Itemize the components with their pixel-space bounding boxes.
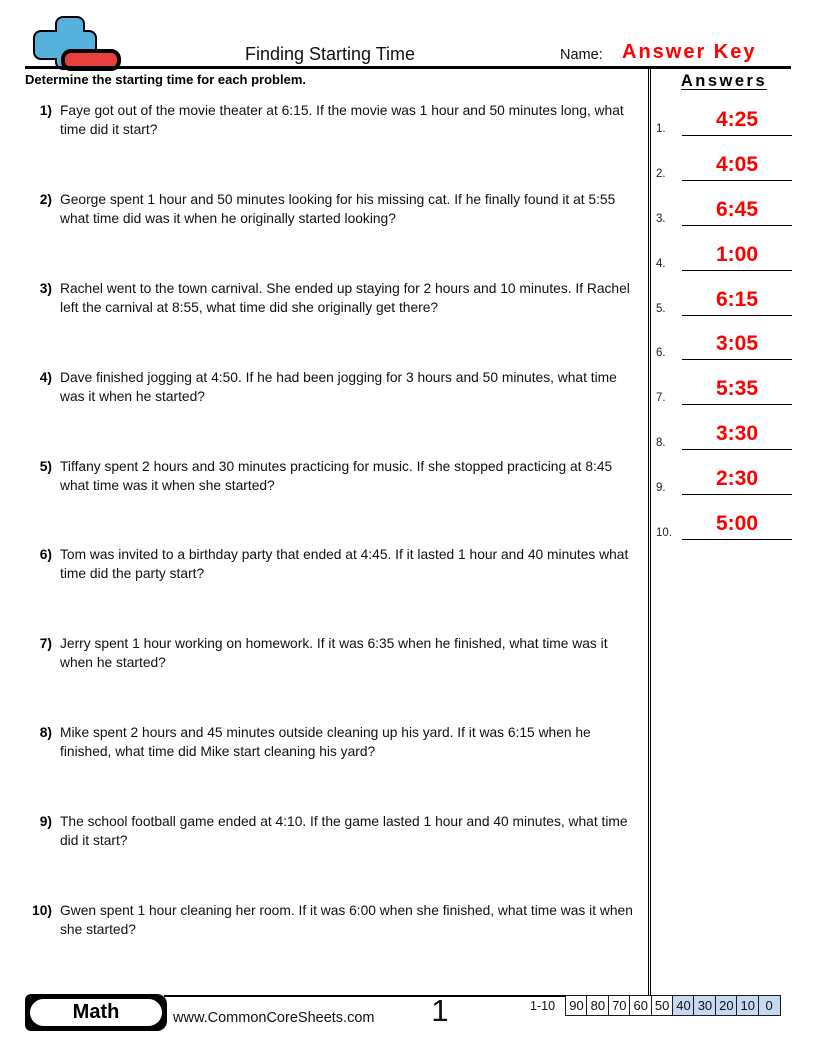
score-cell-40: 40 [672,995,695,1016]
answer-row-10 [656,512,792,540]
problem-text: Faye got out of the movie theater at 6:15. If the movie was 1 hour and 50 minutes long, what time did it start? [60,103,624,137]
problem-10 [22,901,642,939]
answer-row-4 [656,243,792,271]
answer-number: 8. [656,437,666,449]
answer-number: 5. [656,303,666,315]
score-table [565,995,781,1016]
instruction-text: Determine the starting time for each problem. [25,72,307,87]
answer-row-6 [656,332,792,360]
problem-9 [22,812,642,850]
answer-number: 10. [656,527,672,539]
answer-value: 6:15 [682,288,792,316]
problem-text: Rachel went to the town carnival. She ended up staying for 2 hours and 10 minutes. If Rachel left the carnival at 8:55, what time did she originally get there? [60,281,630,315]
answer-value: 5:35 [682,377,792,405]
problem-number: 1) [39,103,52,118]
score-cell-20: 20 [715,995,738,1016]
answer-value: 2:30 [682,467,792,495]
problem-text: Dave finished jogging at 4:50. If he had been jogging for 3 hours and 50 minutes, what time was it when he started? [60,370,617,404]
answers-heading: Answers [680,72,768,90]
problem-number: 6) [39,547,52,562]
score-range-label: 1-10 [530,999,556,1013]
problem-5 [22,457,642,495]
score-cell-50: 50 [651,995,674,1016]
answer-value: 4:05 [682,153,792,181]
answer-number: 7. [656,392,666,404]
header-divider [25,66,791,69]
problem-number: 7) [39,636,52,651]
answer-value: 1:00 [682,243,792,271]
problem-6 [22,545,642,583]
page-title: Finding Starting Time [244,44,416,64]
answer-value: 5:00 [682,512,792,540]
answer-row-8 [656,422,792,450]
score-cell-90: 90 [565,995,588,1016]
answer-number: 9. [656,482,666,494]
page-number: 1 [431,993,449,1028]
problem-text: George spent 1 hour and 50 minutes looking for his missing cat. If he finally found it at 5:55 what time did was it when he originally started looking? [60,192,616,226]
subject-badge [25,994,167,1031]
problem-number: 4) [39,370,52,385]
problem-number: 2) [39,192,52,207]
answer-value: 6:45 [682,198,792,226]
answer-value: 4:25 [682,108,792,136]
answer-row-2 [656,153,792,181]
answers-column-divider [648,69,651,996]
answer-number: 4. [656,258,666,270]
problem-text: Jerry spent 1 hour working on homework. If it was 6:35 when he finished, what time was it when he started? [60,636,608,670]
problem-1 [22,101,642,139]
website-url: www.CommonCoreSheets.com [173,1010,375,1026]
answer-number: 2. [656,168,666,180]
problem-text: Tiffany spent 2 hours and 30 minutes practicing for music. If she stopped practicing at 8:45 what time was it when she started? [60,459,613,493]
problem-7 [22,634,642,672]
answer-row-1 [656,108,792,136]
answer-number: 6. [656,347,666,359]
answer-number: 3. [656,213,666,225]
problem-number: 10) [32,903,52,918]
problem-number: 5) [39,459,52,474]
name-value-answer-key: Answer Key [622,41,757,63]
answer-number: 1. [656,123,666,135]
name-label: Name: [560,47,603,63]
problem-number: 3) [39,281,52,296]
problem-2 [22,190,642,228]
problem-4 [22,368,642,406]
answer-row-7 [656,377,792,405]
footer-divider [164,995,567,997]
problem-text: Mike spent 2 hours and 45 minutes outside cleaning up his yard. If it was 6:15 when he finished, what time did Mike start cleaning his yard? [60,725,591,759]
score-cell-10: 10 [736,995,759,1016]
problem-number: 8) [39,725,52,740]
score-cell-60: 60 [629,995,652,1016]
problem-number: 9) [39,814,52,829]
score-cell-70: 70 [608,995,631,1016]
answer-row-5 [656,288,792,316]
problem-8 [22,723,642,761]
score-cell-30: 30 [693,995,716,1016]
problem-text: Tom was invited to a birthday party that ended at 4:45. If it lasted 1 hour and 40 minutes what time did the party start? [60,547,629,581]
answer-row-3 [656,198,792,226]
answer-value: 3:30 [682,422,792,450]
score-cell-80: 80 [586,995,609,1016]
problem-text: The school football game ended at 4:10. If the game lasted 1 hour and 40 minutes, what time did it start? [60,814,628,848]
answer-value: 3:05 [682,332,792,360]
score-cell-0: 0 [758,995,781,1016]
answer-row-9 [656,467,792,495]
problem-3 [22,279,642,317]
subject-label: Math [30,999,162,1026]
problem-text: Gwen spent 1 hour cleaning her room. If it was 6:00 when she finished, what time was it when she started? [60,903,633,937]
